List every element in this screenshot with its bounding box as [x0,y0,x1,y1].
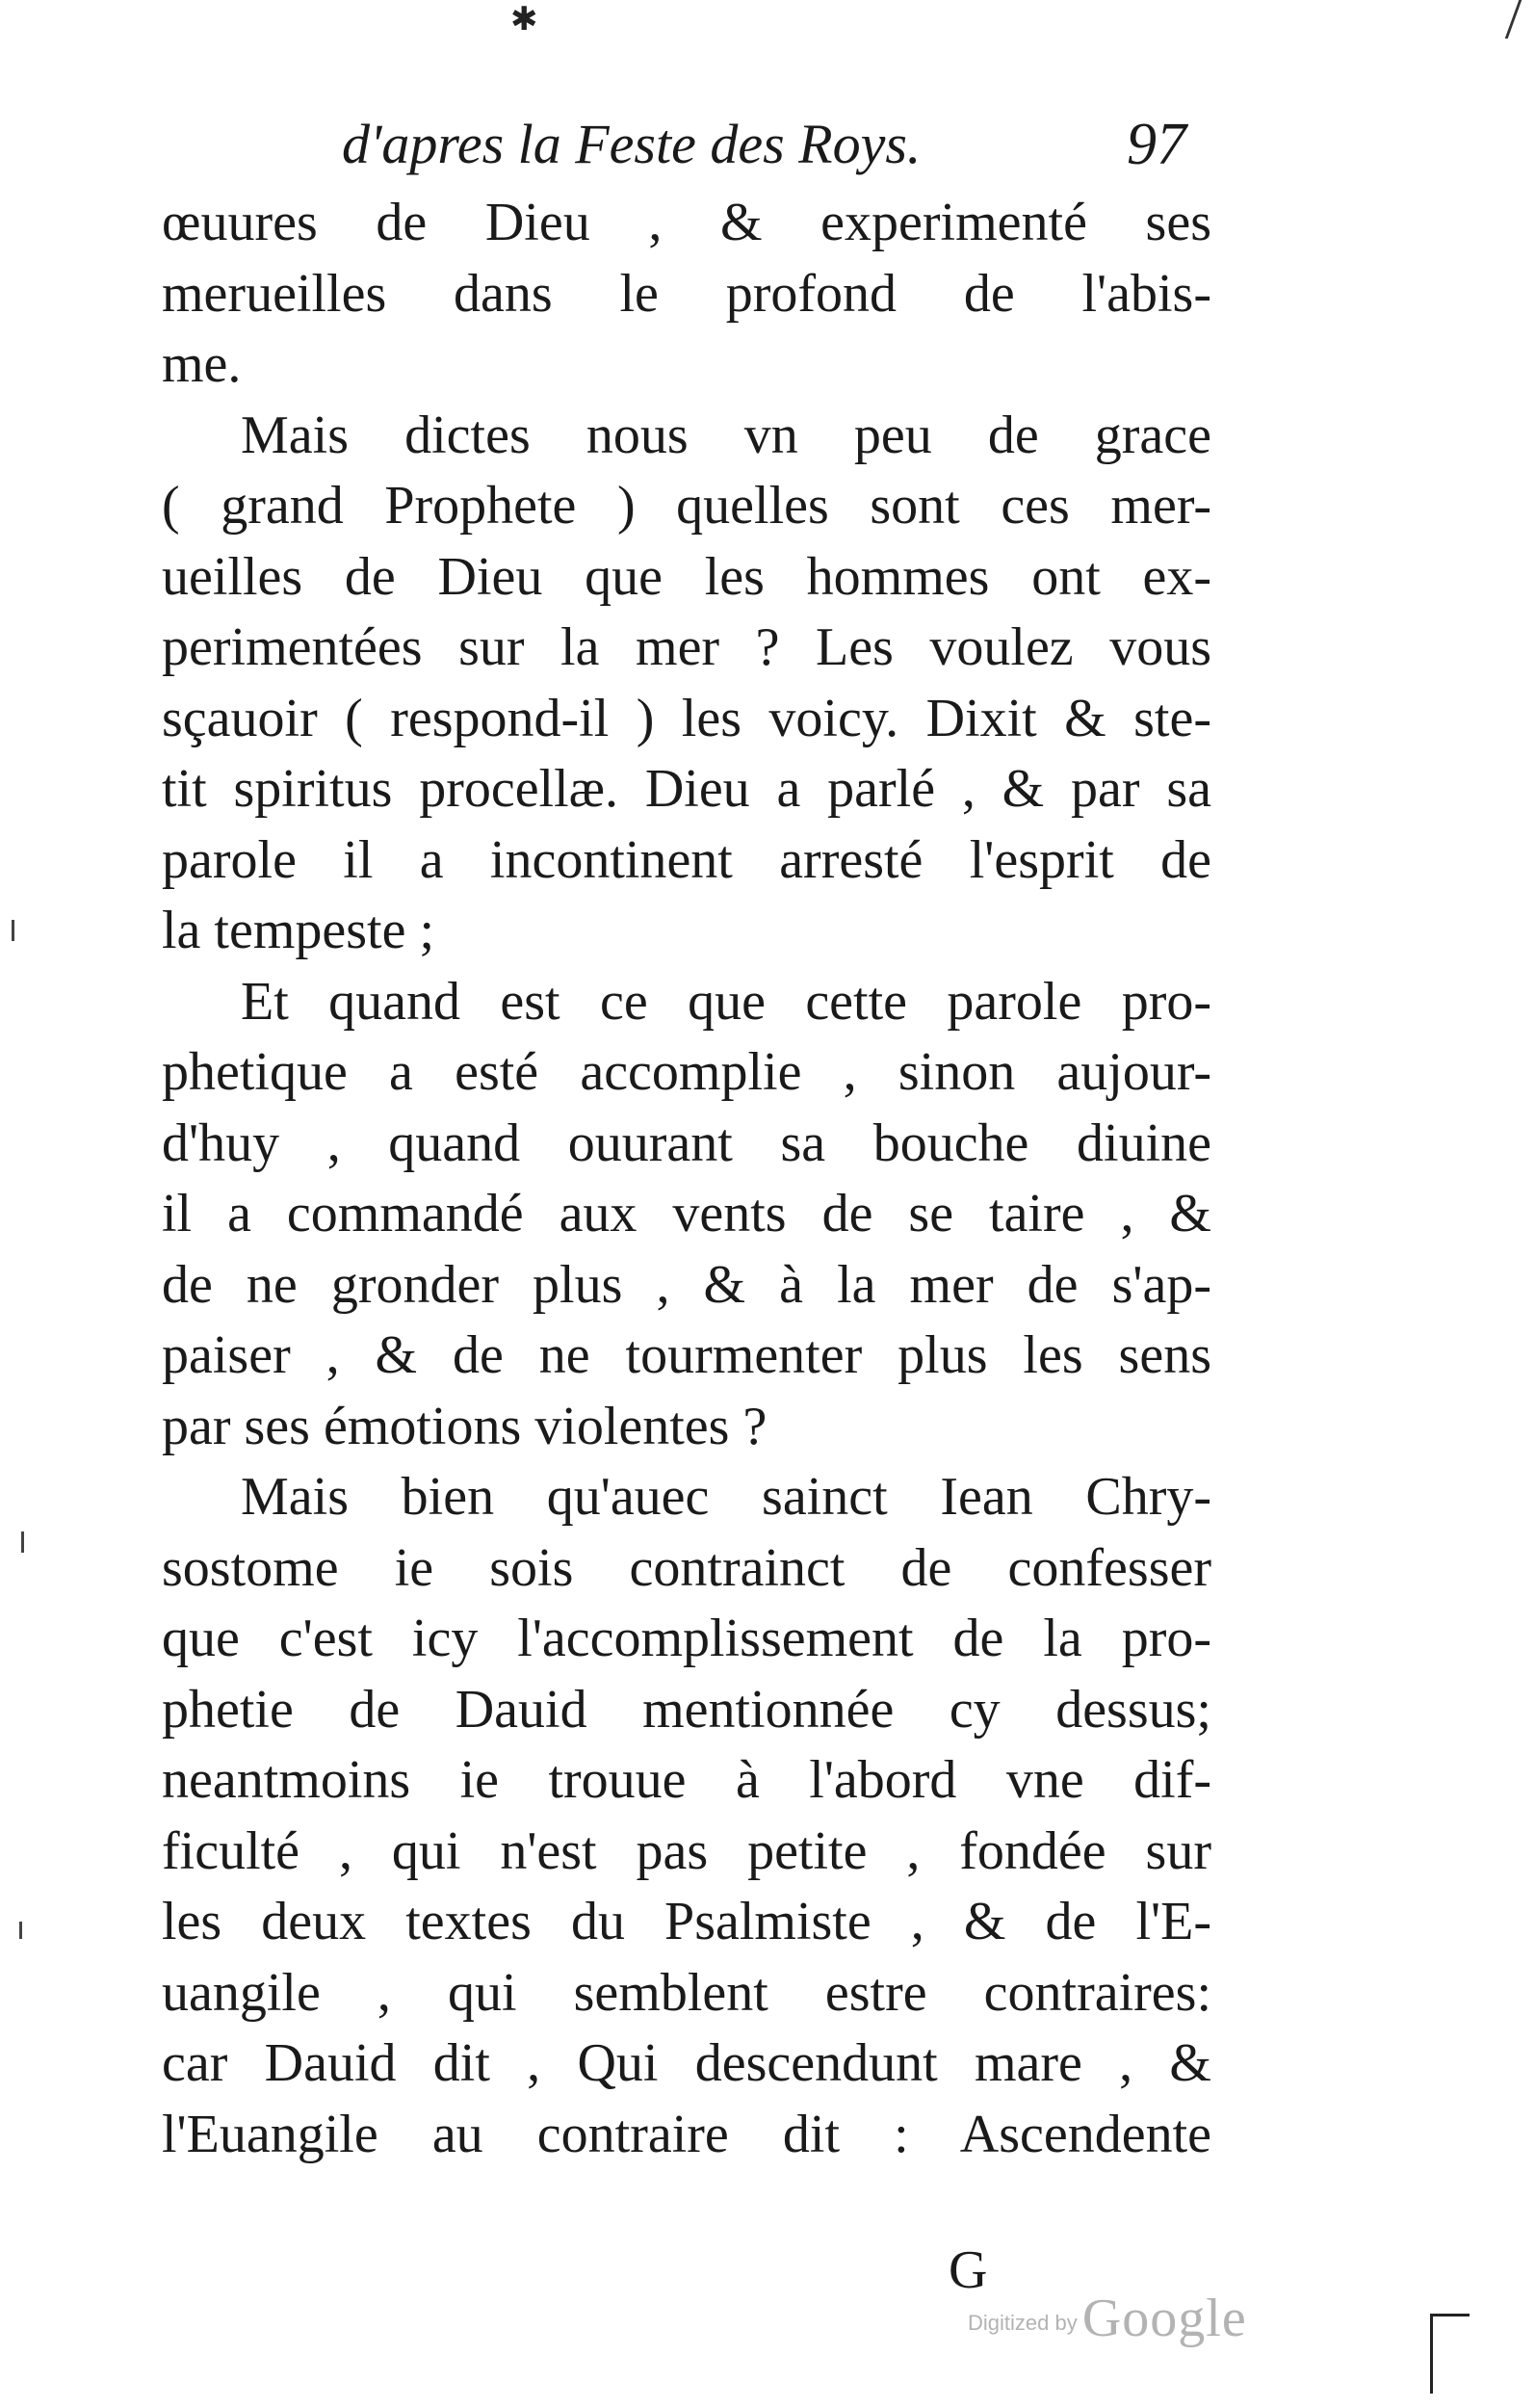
text-line: de ne gronder plus , & à la mer de s'ap- [162,1254,1211,1315]
margin-tick [12,920,14,941]
text-line: perimentées sur la mer ? Les voulez vous [162,617,1211,677]
text-line: par ses émotions violentes ? [162,1396,768,1456]
text-line: merueilles dans le profond de l'abis- [162,263,1211,324]
page-number: 97 [1127,112,1186,177]
text-line: sçauoir ( respond-il ) les voicy. Dixit & ste- [162,688,1211,748]
text-line: phetie de Dauid mentionnée cy dessus; [162,1679,1211,1740]
text-line: car Dauid dit , Qui descendunt mare , & [162,2033,1211,2093]
text-line: Mais bien qu'auec sainct Iean Chry- [241,1467,1211,1527]
text-line: ( grand Prophete ) quelles sont ces mer- [162,476,1211,536]
corner-fold-mark [1476,0,1522,39]
text-line: œuures de Dieu , & experimenté ses [162,193,1211,252]
watermark-brand: Google [1081,2289,1247,2348]
text-line: la tempeste ; [162,901,435,960]
text-line: que c'est icy l'accomplissement de la pro- [162,1609,1211,1668]
text-line: l'Euangile au contraire dit : Ascendente [162,2104,1211,2164]
ink-mark-top: ✱ [510,0,538,39]
text-line: tit spiritus procellæ. Dieu a parlé , & par sa [162,759,1211,819]
text-line: Et quand est ce que cette parole pro- [241,971,1211,1032]
text-line: il a commandé aux vents de se taire , & [162,1184,1211,1243]
margin-tick [19,1922,22,1939]
text-line: me. [162,334,242,394]
text-line: sostome ie sois contrainct de confesser [162,1537,1211,1598]
margin-tick [21,1531,24,1553]
body-text [162,188,1211,2170]
text-line: les deux textes du Psalmiste , & de l'E- [162,1892,1211,1951]
text-line: phetique a esté accomplie , sinon aujour- [162,1042,1211,1102]
running-head: d'apres la Feste des Roys. [342,113,922,175]
watermark-prefix: Digitized by [968,2311,1078,2335]
text-line: ficulté , qui n'est pas petite , fondée sur [162,1820,1211,1881]
digitized-watermark [968,2288,1247,2355]
text-line: d'huy , quand ouurant sa bouche diuine [162,1112,1211,1173]
text-line: ueilles de Dieu que les hommes ont ex- [162,546,1211,607]
corner-bracket-mark [1430,2314,1470,2394]
text-line: Mais dictes nous vn peu de grace [241,405,1211,465]
text-line: uangile , qui semblent estre contraires: [162,1962,1211,2023]
signature-mark: G [949,2240,988,2300]
text-line: paiser , & de ne tourmenter plus les sens [162,1325,1211,1385]
text-line: neantmoins ie trouue à l'abord vne dif- [162,1750,1211,1810]
text-line: parole il a incontinent arresté l'esprit de [162,829,1211,890]
